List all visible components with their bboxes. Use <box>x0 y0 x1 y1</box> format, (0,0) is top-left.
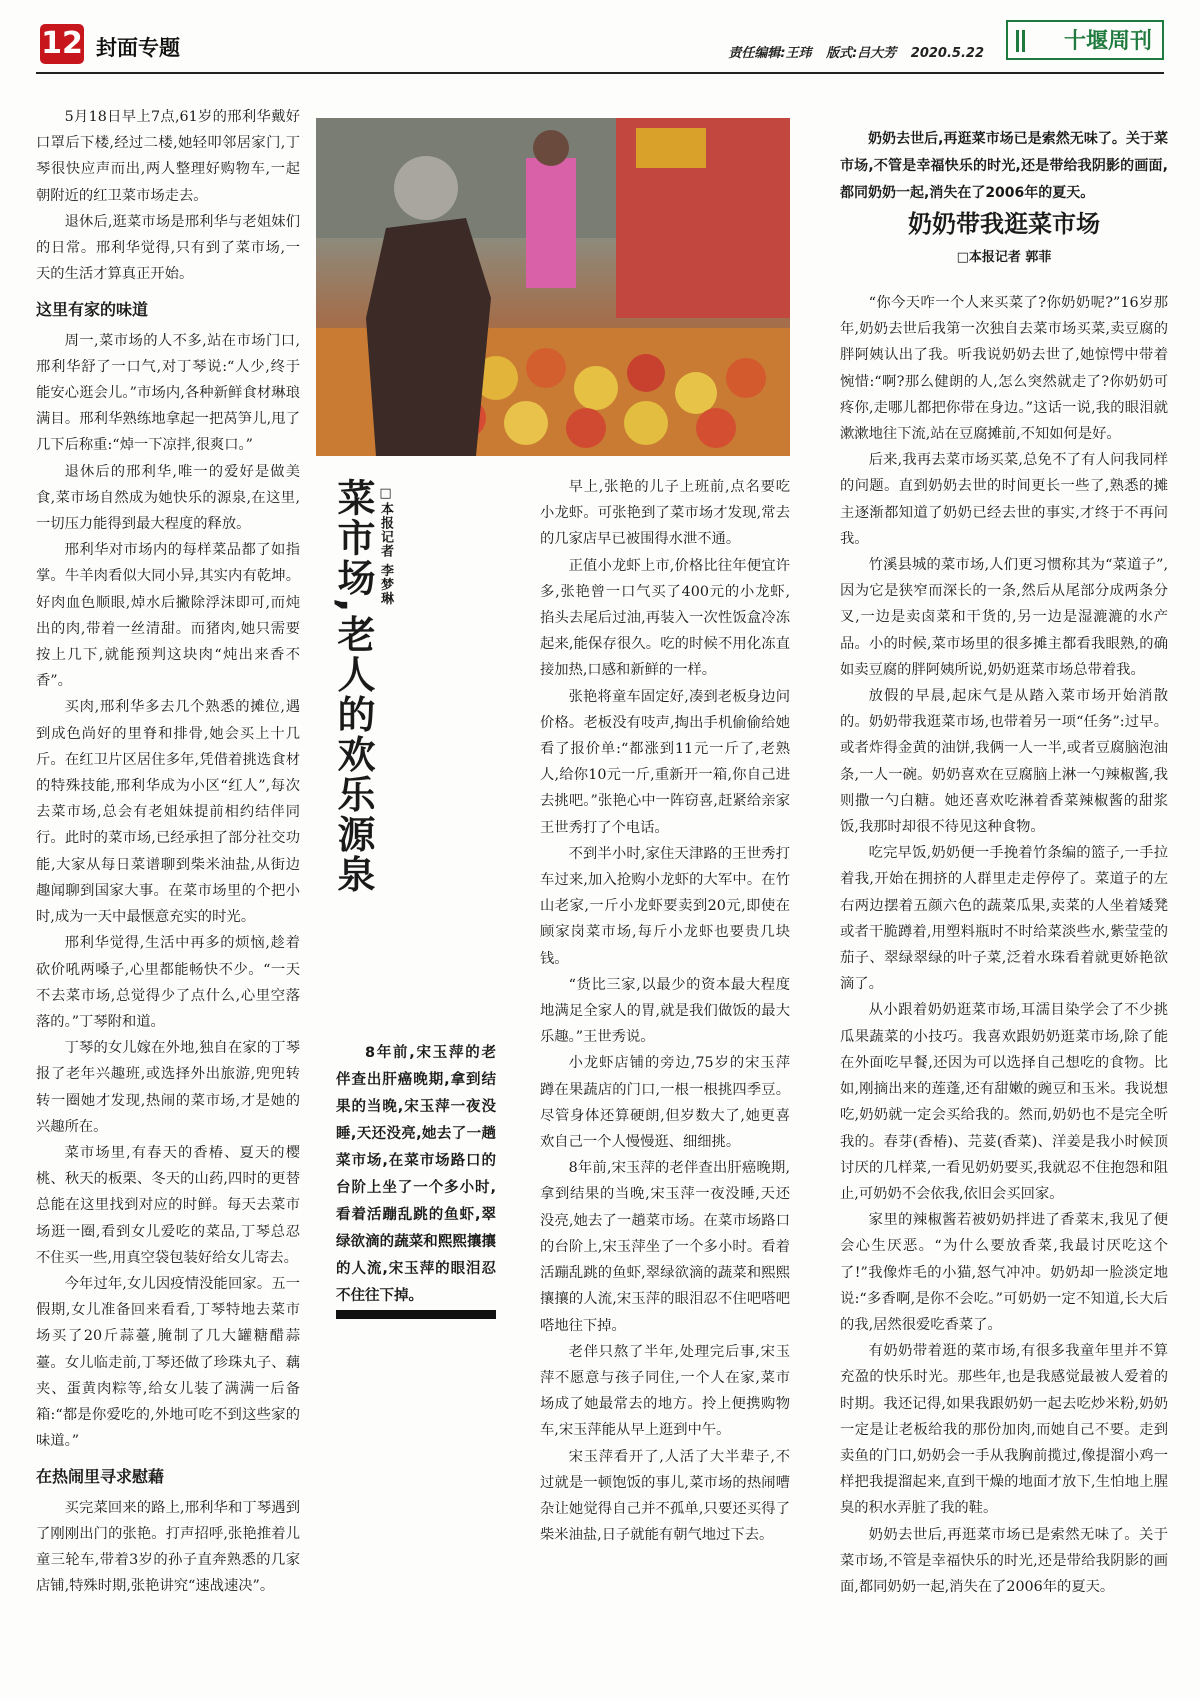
paragraph: 后来,我再去菜市场买菜,总免不了有人问我同样的问题。直到奶奶去世的时间更长一些了,熟悉的摊主逐渐都知道了奶奶已经去世的事实,才终于不再问我。 <box>840 452 1168 547</box>
editor: 责任编辑:王玮 <box>728 46 812 61</box>
paragraph: 老伴只熬了半年,处理完后事,宋玉萍不愿意与孩子同住,一个人在家,菜市场成了她最常去的地方。拎上便携购物车,宋玉萍能从早上逛到中午。 <box>540 1343 790 1439</box>
header-rule <box>36 72 1164 74</box>
paragraph: 8年前,宋玉萍的老伴查出肝癌晚期,拿到结果的当晚,宋玉萍一夜没睡,天还没亮,她去了一趟菜市场。在菜市场路口的台阶上,宋玉萍坐了一个多小时。看着活蹦乱跳的鱼虾,翠绿欲滴的蔬菜和熙熙攘攘的人流,宋玉萍的眼泪忍不住吧嗒吧嗒地往下掉。 <box>540 1160 790 1334</box>
paragraph: 有奶奶带着逛的菜市场,有很多我童年里并不算充盈的快乐时光。那些年,也是我感觉最被人爱着的时期。我还记得,如果我跟奶奶一起去吃炒米粉,奶奶一定是让老板给我的那份加肉,而她自己不要。走到卖鱼的门口,奶奶会一手从我胸前揽过,像提溜小鸡一样把我提溜起来,直到干燥的地面才放下,生怕地上腥臭的积水弄脏了我的鞋。 <box>840 1343 1168 1517</box>
main-headline: 菜市场,老人的欢乐源泉 <box>331 478 375 895</box>
page-number: 12 <box>40 24 84 64</box>
paragraph: 奶奶去世后,再逛菜市场已是索然无味了。关于菜市场,不管是幸福快乐的时光,还是带给我阴影的画面,都同奶奶一起,消失在了2006年的夏天。 <box>840 1526 1168 1595</box>
paragraph: 宋玉萍看开了,人活了大半辈子,不过就是一顿饱饭的事儿,菜市场的热闹嘈杂让她觉得自己并不孤单,只要还买得了柴米油盐,日子就能有朝气地过下去。 <box>540 1448 790 1544</box>
intro-paragraph: 退休后,逛菜市场是邢利华与老姐妹们的日常。邢利华觉得,只有到了菜市场,一天的生活才算真正开始。 <box>36 213 300 283</box>
paragraph: 邢利华对市场内的每样菜品都了如指掌。牛羊肉看似大同小异,其实内有乾坤。好肉血色顺眼,焯水后撇除浮沫即可,而炖出的肉,带着一丝清甜。而猪肉,她只需要按上几下,就能预判这块肉“炖出来香不香”。 <box>36 542 300 690</box>
paragraph: 家里的辣椒酱若被奶奶拌进了香菜末,我见了便会心生厌恶。“为什么要放香菜,我最讨厌吃这个了!”我像炸毛的小猫,怒气冲冲。奶奶却一脸淡定地说:“多香啊,是你不会吃。”可奶奶一定不知道,长大后的我,居然很爱吃香菜了。 <box>840 1212 1168 1333</box>
side-story-title: 奶奶带我逛菜市场 <box>908 210 1100 238</box>
paragraph: 买完菜回来的路上,邢利华和丁琴遇到了刚刚出门的张艳。打声招呼,张艳推着儿童三轮车,带着3岁的孙子直奔熟悉的几家店铺,特殊时期,张艳讲究“速战速决”。 <box>36 1499 300 1595</box>
paragraph: “货比三家,以最少的资本最大程度地满足全家人的胃,就是我们做饭的最大乐趣。”王世秀说。 <box>540 976 790 1046</box>
paragraph: 周一,菜市场的人不多,站在市场门口,邢利华舒了一口气,对丁琴说:“人少,终于能安心逛会儿。”市场内,各种新鲜食材琳琅满目。邢利华熟练地拿起一把莴笋儿,甩了几下后称重:“焯一下凉拌,很爽口。” <box>36 332 300 454</box>
paragraph: 邢利华觉得,生活中再多的烦恼,趁着砍价吼两嗓子,心里都能畅快不少。“一天不去菜市场,总觉得少了点什么,心里空落落的。”丁琴附和道。 <box>36 935 300 1030</box>
paragraph: 菜市场里,有春天的香椿、夏天的樱桃、秋天的板栗、冬天的山药,四时的更替总能在这里找到对应的时鲜。每天去菜市场逛一圈,看到女儿爱吃的菜品,丁琴总忍不住买一些,用真空袋包装好给女儿寄去。 <box>36 1144 300 1266</box>
paragraph: “你今天咋一个人来买菜了?你奶奶呢?”16岁那年,奶奶去世后我第一次独自去菜市场买菜,卖豆腐的胖阿姨认出了我。听我说奶奶去世了,她惊愕中带着惋惜:“啊?那么健朗的人,怎么突然就走了?你奶奶可疼你,走哪儿都把你带在身边。”这话一说,我的眼泪就漱漱地往下流,站在豆腐摊前,不知如何是好。 <box>840 295 1168 443</box>
side-story-byline: □本报记者 郭菲 <box>956 250 1052 265</box>
paragraph: 买肉,邢利华多去几个熟悉的摊位,遇到成色尚好的里脊和排骨,她会买上十几斤。在红卫片区居住多年,凭借着挑选食材的特殊技能,邢利华成为小区“红人”,每次去菜市场,总会有老姐妹提前相约结伴同行。此时的菜市场,已经承担了部分社交功能,大家从每日菜谱聊到柴米油盐,从街边趣闻聊到国家大事。在菜市场里的个把小时,成为一天中最惬意充实的时光。 <box>36 699 300 926</box>
paragraph: 不到半小时,家住天津路的王世秀打车过来,加入抢购小龙虾的大军中。在竹山老家,一斤小龙虾要卖到20元,即使在顾家岗菜市场,每斤小龙虾也要贵几块钱。 <box>540 845 790 967</box>
subheading: 这里有家的味道 <box>36 300 149 320</box>
main-story-column-1 <box>36 104 300 1694</box>
subheading: 在热闹里寻求慰藉 <box>36 1467 165 1487</box>
paragraph: 从小跟着奶奶逛菜市场,耳濡目染学会了不少挑瓜果蔬菜的小技巧。我喜欢跟奶奶逛菜市场,除了能在外面吃早餐,还因为可以选择自己想吃的食物。比如,刚摘出来的莲蓬,还有甜嫩的豌豆和玉米。我说想吃,奶奶就一定会买给我的。然而,奶奶也不是完全听我的。春芽(香椿)、芫荽(香菜)、洋姜是我小时候顶讨厌的几样菜,一看见奶奶要买,我就忍不住抱怨和阻止,可奶奶不会依我,依旧会买回家。 <box>840 1002 1168 1202</box>
paragraph: 正值小龙虾上市,价格比往年便宜许多,张艳曾一口气买了400元的小龙虾,掐头去尾后过油,再装入一次性饭盒冷冻起来,能保存很久。吃的时候不用化冻直接加热,口感和新鲜的一样。 <box>540 557 790 679</box>
pull-quote-bar <box>336 1310 496 1319</box>
main-byline: □本报记者 李梦琳 <box>378 486 393 606</box>
page-header <box>36 18 1164 68</box>
paragraph: 放假的早晨,起床气是从踏入菜市场开始消散的。奶奶带我逛菜市场,也带着另一项“任务”:过早。或者炸得金黄的油饼,我俩一人一半,或者豆腐脑泡油条,一人一碗。奶奶喜欢在豆腐脑上淋一勺辣椒酱,我则撒一勺白糖。她还喜欢吃淋着香菜辣椒酱的甜浆饭,我那时却很不待见这种食物。 <box>840 688 1168 836</box>
paragraph: 今年过年,女儿因疫情没能回家。五一假期,女儿准备回来看看,丁琴特地去菜市场买了20斤蒜薹,腌制了几大罐糖醋蒜薹。女儿临走前,丁琴还做了珍珠丸子、藕夹、蛋黄肉粽等,给女儿装了满满一后备箱:“都是你爱吃的,外地可吃不到这些家的味道。” <box>36 1275 300 1450</box>
layout-editor: 版式:吕大芳 <box>826 46 897 61</box>
editor-credits <box>718 42 984 61</box>
main-story-column-3 <box>540 474 790 1694</box>
intro-paragraph: 5月18日早上7点,61岁的邢利华戴好口罩后下楼,经过二楼,她轻叩邻居家门,丁琴很快应声而出,两人整理好购物车,一起朝附近的红卫菜市场走去。 <box>36 109 300 204</box>
section-name: 封面专题 <box>96 36 180 60</box>
paragraph: 张艳将童车固定好,凑到老板身边问价格。老板没有吱声,掏出手机偷偷给她看了报价单:“都涨到11元一斤了,老熟人,给你10元一斤,重新开一箱,你自己进去挑吧。”张艳心中一阵窃喜,赶紧给亲家王世秀打了个电话。 <box>540 688 790 836</box>
side-story-column <box>840 290 1168 1694</box>
side-story-lede: 奶奶去世后,再逛菜市场已是索然无味了。关于菜市场,不管是幸福快乐的时光,还是带给我阴影的画面,都同奶奶一起,消失在了2006年的夏天。 <box>840 131 1168 201</box>
paragraph: 退休后的邢利华,唯一的爱好是做美食,菜市场自然成为她快乐的源泉,在这里,一切压力能得到最大程度的释放。 <box>36 463 300 533</box>
pull-quote: 8年前,宋玉萍的老伴查出肝癌晚期,拿到结果的当晚,宋玉萍一夜没睡,天还没亮,她去了一趟菜市场,在菜市场路口的台阶上坐了一个多小时,看着活蹦乱跳的鱼虾,翠绿欲滴的蔬菜和熙熙攘攘的人流,宋玉萍的眼泪忍不住往下掉。 <box>336 1045 496 1304</box>
issue-date: 2020.5.22 <box>910 46 984 61</box>
paragraph: 丁琴的女儿嫁在外地,独自在家的丁琴报了老年兴趣班,或选择外出旅游,兜兜转转一圈她才发现,热闹的菜市场,才是她的兴趣所在。 <box>36 1040 300 1135</box>
market-photo <box>316 118 790 456</box>
market-photo-icon <box>316 118 790 456</box>
paragraph: 小龙虾店铺的旁边,75岁的宋玉萍蹲在果蔬店的门口,一根一根挑四季豆。尽管身体还算硬朗,但岁数大了,她更喜欢自己一个人慢慢逛、细细挑。 <box>540 1055 790 1151</box>
paragraph: 竹溪县城的菜市场,人们更习惯称其为“菜道子”,因为它是狭窄而深长的一条,然后从尾部分成两条分叉,一边是卖卤菜和干货的,另一边是湿漉漉的水产品。小的时候,菜市场里的很多摊主都看我眼熟,的确如卖豆腐的胖阿姨所说,奶奶逛菜市场总带着我。 <box>840 557 1168 678</box>
masthead-logo: 十堰周刊 <box>1006 20 1164 60</box>
paragraph: 吃完早饭,奶奶便一手挽着竹条编的篮子,一手拉着我,开始在拥挤的人群里走走停停了。菜道子的左右两边摆着五颜六色的蔬菜瓜果,卖菜的人坐着矮凳或者干脆蹲着,用塑料瓶时不时给菜淡些水,紫莹莹的茄子、翠绿翠绿的叶子菜,泛着水珠看着就更娇艳欲滴了。 <box>840 845 1168 993</box>
paragraph: 早上,张艳的儿子上班前,点名要吃小龙虾。可张艳到了菜市场才发现,常去的几家店早已被围得水泄不通。 <box>540 479 790 548</box>
